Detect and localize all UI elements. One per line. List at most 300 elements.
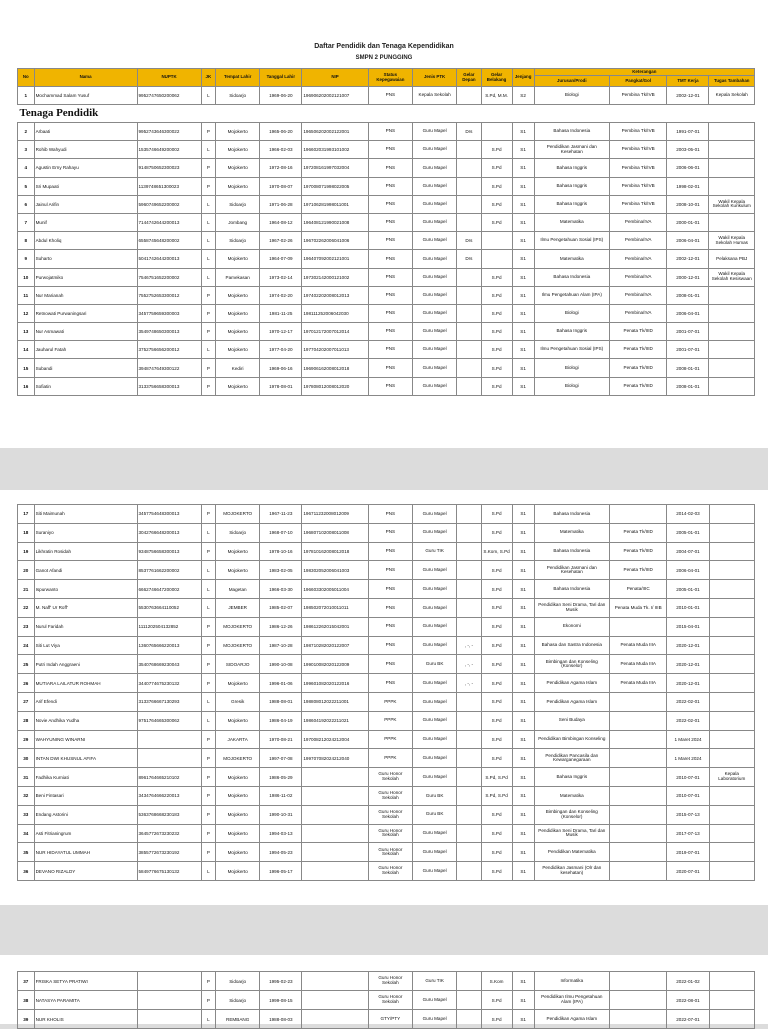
table-cell xyxy=(709,655,755,674)
table-cell: Guru Mapel xyxy=(412,561,456,580)
page-2 xyxy=(0,490,768,905)
table-cell xyxy=(302,991,368,1010)
table-cell: Guru Mapel xyxy=(412,505,456,524)
table-row xyxy=(18,1010,755,1029)
table-cell: 1972-08-16 xyxy=(260,159,302,177)
table-cell: 1988-08-01 xyxy=(260,692,302,711)
table-cell: 2000-01-01 xyxy=(667,213,709,231)
table-cell: S.Pd, S.Pd xyxy=(481,786,512,805)
table-cell: 1996-01-06 xyxy=(260,674,302,693)
table-cell: S1 xyxy=(512,323,534,341)
table-cell: PNS xyxy=(368,268,412,286)
table-cell xyxy=(609,617,667,636)
table-cell: Bahasa Indonesia xyxy=(534,505,609,524)
table-cell: 2000-12-01 xyxy=(667,268,709,286)
table-cell: 1977-04-20 xyxy=(260,341,302,359)
column-header-status: Status Kepegawaian xyxy=(368,69,412,87)
table-cell xyxy=(609,749,667,768)
table-cell: 1978-10-16 xyxy=(260,542,302,561)
table-cell: S.Pd xyxy=(481,636,512,655)
table-row xyxy=(18,341,755,359)
document-title: Daftar Pendidik dan Tenaga Kependidikan xyxy=(314,43,454,50)
table-cell: Guru Honor Sekolah xyxy=(368,824,412,843)
table-cell: 7552752653300012 xyxy=(137,286,201,304)
table-cell: , -, - xyxy=(457,674,481,693)
table-cell: Kepala Sekolah xyxy=(412,87,456,105)
table-cell: Pembina/IVA xyxy=(609,304,667,322)
table-cell: Siti Maimunah xyxy=(34,505,137,524)
table-cell: 37 xyxy=(18,972,35,991)
table-cell: 7546751652200002 xyxy=(137,268,201,286)
table-cell xyxy=(302,805,368,824)
table-cell: S1 xyxy=(512,195,534,213)
table-cell: Guru Mapel xyxy=(412,323,456,341)
table-cell: 7144742644200013 xyxy=(137,213,201,231)
table-row xyxy=(18,692,755,711)
column-header-jk: JK xyxy=(201,69,215,87)
table-row xyxy=(18,523,755,542)
table-cell: 2019-07-01 xyxy=(667,843,709,862)
table-cell: 29 xyxy=(18,730,35,749)
table-cell: 197208161997032004 xyxy=(302,159,368,177)
table-cell xyxy=(457,862,481,881)
table-cell: S.Kom, S.Pd xyxy=(481,542,512,561)
table-cell: S.Pd xyxy=(481,598,512,617)
table-cell: 1964-08-12 xyxy=(260,213,302,231)
table-cell: 27 xyxy=(18,692,35,711)
table-cell: S.Pd xyxy=(481,286,512,304)
table-cell: 10 xyxy=(18,268,35,286)
table-cell: Pembina Tk/IVB xyxy=(609,195,667,213)
table-cell: Guru Mapel xyxy=(412,617,456,636)
table-cell: S1 xyxy=(512,213,534,231)
table-cell xyxy=(457,786,481,805)
table-cell: Guru Mapel xyxy=(412,749,456,768)
table-cell: P xyxy=(201,377,215,395)
table-cell: Pembina/IVA xyxy=(609,286,667,304)
table-cell: Guru Honor Sekolah xyxy=(368,843,412,862)
table-row xyxy=(18,711,755,730)
table-cell xyxy=(457,824,481,843)
table-cell: 2014-02-03 xyxy=(667,505,709,524)
table-cell: Mojokerto xyxy=(216,805,260,824)
table-cell: L xyxy=(201,141,215,159)
column-header-keterangan: Keterangan xyxy=(534,69,754,76)
table-cell: Guru TIK xyxy=(412,542,456,561)
table-cell: 1969-06-16 xyxy=(260,359,302,377)
table-cell: S1 xyxy=(512,159,534,177)
table-cell: 199707082024212040 xyxy=(302,749,368,768)
table-cell: P xyxy=(201,123,215,141)
table-cell: S1 xyxy=(512,359,534,377)
table-cell xyxy=(302,1010,368,1029)
table-cell: 28 xyxy=(18,711,35,730)
table-cell: PNS xyxy=(368,159,412,177)
table-cell: Mojokerto xyxy=(216,159,260,177)
table-cell: Penata Muda IIIA xyxy=(609,636,667,655)
table-cell: 1974-02-20 xyxy=(260,286,302,304)
table-cell xyxy=(302,862,368,881)
table-cell xyxy=(709,636,755,655)
table-cell: Guru Mapel xyxy=(412,377,456,395)
table-cell: 196807102008011008 xyxy=(302,523,368,542)
table-cell: Ilmu Pengetahuan Sosial (IPS) xyxy=(534,232,609,250)
table-cell: 3133756658300013 xyxy=(137,377,201,395)
table-cell: 1970-08-21 xyxy=(260,730,302,749)
table-cell: 2022-07-01 xyxy=(667,1010,709,1029)
table-cell xyxy=(709,1010,755,1029)
column-header-gelar_belakang: Gelar Belakang xyxy=(481,69,512,87)
table-row xyxy=(18,598,755,617)
table-cell: MOJOKERTO xyxy=(216,749,260,768)
table-cell: 197008212024212004 xyxy=(302,730,368,749)
table-cell: P xyxy=(201,730,215,749)
table-row xyxy=(18,323,755,341)
table-cell: 197810162008012018 xyxy=(302,542,368,561)
table-cell xyxy=(709,749,755,768)
table-cell: L xyxy=(201,580,215,599)
table-cell: P xyxy=(201,786,215,805)
table-cell: Guru Mapel xyxy=(412,580,456,599)
table-cell: Pendidikan Seni Drama, Tari dan Musik xyxy=(534,598,609,617)
table-cell: Mochammad Salam Yusuf xyxy=(34,87,137,105)
table-cell: 34 xyxy=(18,824,35,843)
table-cell: Matematika xyxy=(534,786,609,805)
table-cell xyxy=(709,580,755,599)
table-row xyxy=(18,617,755,636)
table-cell: Guru Mapel xyxy=(412,843,456,862)
table-cell: 5530763664110052 xyxy=(137,598,201,617)
table-cell: P xyxy=(201,323,215,341)
table-cell: PNS xyxy=(368,561,412,580)
table-cell: Drs xyxy=(457,123,481,141)
table-cell: 1994-03-13 xyxy=(260,824,302,843)
table-cell: S1 xyxy=(512,542,534,561)
table-cell: 3540768669230043 xyxy=(137,655,201,674)
table-cell: P xyxy=(201,505,215,524)
table-cell xyxy=(709,213,755,231)
table-cell: Ganot Afandi xyxy=(34,561,137,580)
table-cell xyxy=(457,377,481,395)
table-cell: Seni Budaya xyxy=(534,711,609,730)
table-cell: PNS xyxy=(368,636,412,655)
table-cell: Jombang xyxy=(216,213,260,231)
table-row xyxy=(18,141,755,159)
table-cell xyxy=(457,1010,481,1029)
table-cell: Biologi xyxy=(534,359,609,377)
table-cell: 26 xyxy=(18,674,35,693)
table-cell: Abdul Kholiq xyxy=(34,232,137,250)
table-cell: Guru Mapel xyxy=(412,523,456,542)
table-cell: MUTIARA LAILATUR ROHMAH xyxy=(34,674,137,693)
table-cell: Sofiatin xyxy=(34,377,137,395)
table-cell: S1 xyxy=(512,843,534,862)
table-cell: Matematika xyxy=(534,213,609,231)
table-cell: 1967-11-23 xyxy=(260,505,302,524)
table-cell: Wakil Kepala Sekolah Humas xyxy=(709,232,755,250)
table-cell: Pamekasan xyxy=(216,268,260,286)
table-cell: S.Pd xyxy=(481,843,512,862)
table-cell xyxy=(609,862,667,881)
table-cell xyxy=(457,991,481,1010)
page-3 xyxy=(0,955,768,1024)
table-cell: S.Pd xyxy=(481,749,512,768)
table-cell: M. Naff' Ur Roff' xyxy=(34,598,137,617)
table-cell: 1139748651300023 xyxy=(137,177,201,195)
table-cell: P xyxy=(201,286,215,304)
table-cell: S.Pd xyxy=(481,617,512,636)
table-cell: PNS xyxy=(368,542,412,561)
table-cell: Mojokerto xyxy=(216,711,260,730)
table-cell xyxy=(709,304,755,322)
table-cell xyxy=(709,805,755,824)
table-cell: 196906162008012018 xyxy=(302,359,368,377)
table-cell: 2008-10-01 xyxy=(667,195,709,213)
table-cell: 197704202007011013 xyxy=(302,341,368,359)
table-cell: PNS xyxy=(368,580,412,599)
table-cell: 2022-08-01 xyxy=(667,991,709,1010)
table-cell: 1969-06-20 xyxy=(260,87,302,105)
table-cell: Guru Mapel xyxy=(412,213,456,231)
table-cell: 2020-12-01 xyxy=(667,655,709,674)
table-cell: Guru TIK xyxy=(412,972,456,991)
table-cell: PNS xyxy=(368,87,412,105)
table-cell: PNS xyxy=(368,523,412,542)
table-cell: S1 xyxy=(512,805,534,824)
table-row xyxy=(18,159,755,177)
table-cell xyxy=(609,730,667,749)
table-cell: Pembina Tk/IVB xyxy=(609,123,667,141)
table-cell: Mojokerto xyxy=(216,674,260,693)
table-cell xyxy=(709,377,755,395)
table-cell xyxy=(457,580,481,599)
table-cell: 5041742644200013 xyxy=(137,250,201,268)
table-cell: P xyxy=(201,843,215,862)
table-cell: 2006-04-01 xyxy=(667,561,709,580)
table-row xyxy=(18,250,755,268)
table-cell: S1 xyxy=(512,749,534,768)
table-cell: Nur Asmawati xyxy=(34,323,137,341)
table-cell xyxy=(457,617,481,636)
table-cell: 23 xyxy=(18,617,35,636)
table-cell: Mojokerto xyxy=(216,843,260,862)
table-cell: 36 xyxy=(18,862,35,881)
table-cell xyxy=(457,323,481,341)
table-cell xyxy=(457,598,481,617)
table-cell: 15 xyxy=(18,359,35,377)
table-row xyxy=(18,749,755,768)
table-cell: Kediri xyxy=(216,359,260,377)
table-cell: Guru Mapel xyxy=(412,159,456,177)
table-cell: PPPK xyxy=(368,692,412,711)
table-cell: 2008-01-01 xyxy=(667,359,709,377)
table-cell: 196407092002121001 xyxy=(302,250,368,268)
table-cell: P xyxy=(201,824,215,843)
table-cell xyxy=(457,749,481,768)
table-cell: Biologi xyxy=(534,87,609,105)
table-cell: Guru Mapel xyxy=(412,598,456,617)
table-row xyxy=(18,580,755,599)
table-cell: Pendidikan Jasmani dan Kesehatan xyxy=(534,561,609,580)
table-cell: Sidoarjo xyxy=(216,195,260,213)
table-cell: 197808012008012020 xyxy=(302,377,368,395)
table-cell: L xyxy=(201,1010,215,1029)
table-cell xyxy=(709,991,755,1010)
table-cell: INTAN DWI KHUSNUL AFIFA xyxy=(34,749,137,768)
table-cell: Guru Honor Sekolah xyxy=(368,972,412,991)
table-cell: Penata Muda IIIA xyxy=(609,674,667,693)
table-cell: S1 xyxy=(512,561,534,580)
table-cell: Pendidikan Agama Islam xyxy=(534,674,609,693)
table-row xyxy=(18,195,755,213)
table-cell xyxy=(137,1010,201,1029)
table-cell: 2022-01-02 xyxy=(667,972,709,991)
table-cell: Agustin Erny Rahayu xyxy=(34,159,137,177)
table-cell: 5960749652200002 xyxy=(137,195,201,213)
table-cell: 2 xyxy=(18,123,35,141)
table-cell: Bimbingan dan Konseling (Konselor) xyxy=(534,805,609,824)
table-cell: 3434764666220013 xyxy=(137,786,201,805)
table-cell: S1 xyxy=(512,711,534,730)
column-header-pangkat: Pangkat/Gol xyxy=(609,76,667,87)
table-cell: 1968-07-10 xyxy=(260,523,302,542)
table-cell: 199601082020122016 xyxy=(302,674,368,693)
table-cell: S1 xyxy=(512,341,534,359)
table-cell: S1 xyxy=(512,141,534,159)
table-cell: Gresik xyxy=(216,692,260,711)
table-cell: Penata Tk/IIID xyxy=(609,542,667,561)
table-cell: S1 xyxy=(512,674,534,693)
table-cell: Guru Honor Sekolah xyxy=(368,862,412,881)
table-cell: 7 xyxy=(18,213,35,231)
table-cell xyxy=(709,598,755,617)
table-cell: Magetan xyxy=(216,580,260,599)
table-row xyxy=(18,177,755,195)
table-cell: Bahasa Inggris xyxy=(534,195,609,213)
table-cell: 11 xyxy=(18,286,35,304)
table-cell: PNS xyxy=(368,177,412,195)
table-cell: Subandi xyxy=(34,359,137,377)
table-cell: 13 xyxy=(18,323,35,341)
table-row xyxy=(18,359,755,377)
table-cell xyxy=(481,232,512,250)
table-cell: 196702262006041006 xyxy=(302,232,368,250)
table-cell xyxy=(457,768,481,787)
table-cell: 197402202008012013 xyxy=(302,286,368,304)
table-cell: P xyxy=(201,655,215,674)
table-cell: 2015-04-01 xyxy=(667,617,709,636)
table-cell: 198612262015042001 xyxy=(302,617,368,636)
table-cell: PPPK xyxy=(368,711,412,730)
table-cell: 1970-12-17 xyxy=(260,323,302,341)
table-cell: 18 xyxy=(18,523,35,542)
table-cell: 1966-02-03 xyxy=(260,141,302,159)
table-cell: 9952747650200062 xyxy=(137,87,201,105)
table-cell: S.Pd xyxy=(481,341,512,359)
table-cell: Pembina/IVA xyxy=(609,213,667,231)
table-cell: L xyxy=(201,232,215,250)
table-cell: 2002-12-01 xyxy=(667,250,709,268)
table-cell: S.Pd xyxy=(481,561,512,580)
table-cell: S.Pd xyxy=(481,195,512,213)
table-cell: 1995-02-23 xyxy=(260,972,302,991)
table-cell xyxy=(457,692,481,711)
table-cell xyxy=(457,843,481,862)
table-cell: S1 xyxy=(512,862,534,881)
table-cell xyxy=(457,561,481,580)
table-cell: S1 xyxy=(512,824,534,843)
table-cell: REMBANG xyxy=(216,1010,260,1029)
table-row xyxy=(18,505,755,524)
table-cell: PNS xyxy=(368,304,412,322)
table-cell: Retnowati Purwaningsari xyxy=(34,304,137,322)
table-row xyxy=(18,805,755,824)
table-cell: S1 xyxy=(512,786,534,805)
table-cell: Guru Mapel xyxy=(412,636,456,655)
table-cell: S1 xyxy=(512,972,534,991)
table-cell xyxy=(709,674,755,693)
table-cell: 9348756658300013 xyxy=(137,542,201,561)
table-cell xyxy=(302,824,368,843)
table-cell: 12 xyxy=(18,304,35,322)
table-cell: 1978-08-01 xyxy=(260,377,302,395)
table-cell: Mojokerto xyxy=(216,341,260,359)
table-cell xyxy=(609,972,667,991)
staff-table-page-1 xyxy=(17,68,755,396)
table-cell: S.Pd xyxy=(481,655,512,674)
table-cell xyxy=(609,768,667,787)
table-cell: Guru Mapel xyxy=(412,359,456,377)
table-cell: 1986-12-26 xyxy=(260,617,302,636)
table-cell: 2005-01-01 xyxy=(667,580,709,599)
table-cell: L xyxy=(201,711,215,730)
table-cell: Penata Tk/IIID xyxy=(609,523,667,542)
table-cell: WAHYUNING WINARNI xyxy=(34,730,137,749)
table-row xyxy=(18,786,755,805)
table-cell xyxy=(481,250,512,268)
table-cell: S1 xyxy=(512,177,534,195)
table-cell: 3 xyxy=(18,141,35,159)
table-cell: P xyxy=(201,177,215,195)
table-cell: 8961764665210102 xyxy=(137,768,201,787)
table-cell: Pendidikan Seni Drama, Tari dan Musik xyxy=(534,824,609,843)
table-cell: Bahasa Inggris xyxy=(534,768,609,787)
table-cell: L xyxy=(201,87,215,105)
table-cell: Bimbingan dan Konseling (Konselor) xyxy=(534,655,609,674)
table-cell: Endang Astorini xyxy=(34,805,137,824)
table-cell: Guru Mapel xyxy=(412,232,456,250)
table-cell: 9952743646300022 xyxy=(137,123,201,141)
table-cell xyxy=(709,159,755,177)
table-cell: Bahasa Inggris xyxy=(534,177,609,195)
table-cell: Mojokerto xyxy=(216,377,260,395)
table-cell xyxy=(709,323,755,341)
table-cell: 197008071998022005 xyxy=(302,177,368,195)
table-cell: 5849776675130132 xyxy=(137,862,201,881)
table-cell xyxy=(302,786,368,805)
table-cell: 196602031993101002 xyxy=(302,141,368,159)
table-cell: PNS xyxy=(368,232,412,250)
table-cell: Penata Tk/IIID xyxy=(609,561,667,580)
table-cell: PNS xyxy=(368,141,412,159)
table-cell: Guru BK xyxy=(412,805,456,824)
table-cell xyxy=(709,730,755,749)
table-cell: PNS xyxy=(368,286,412,304)
table-cell: Likhratin Rosidah xyxy=(34,542,137,561)
table-cell xyxy=(137,972,201,991)
table-cell: Jainul Arifin xyxy=(34,195,137,213)
table-cell: Wakil Kepala Sekolah Kesiswaan xyxy=(709,268,755,286)
